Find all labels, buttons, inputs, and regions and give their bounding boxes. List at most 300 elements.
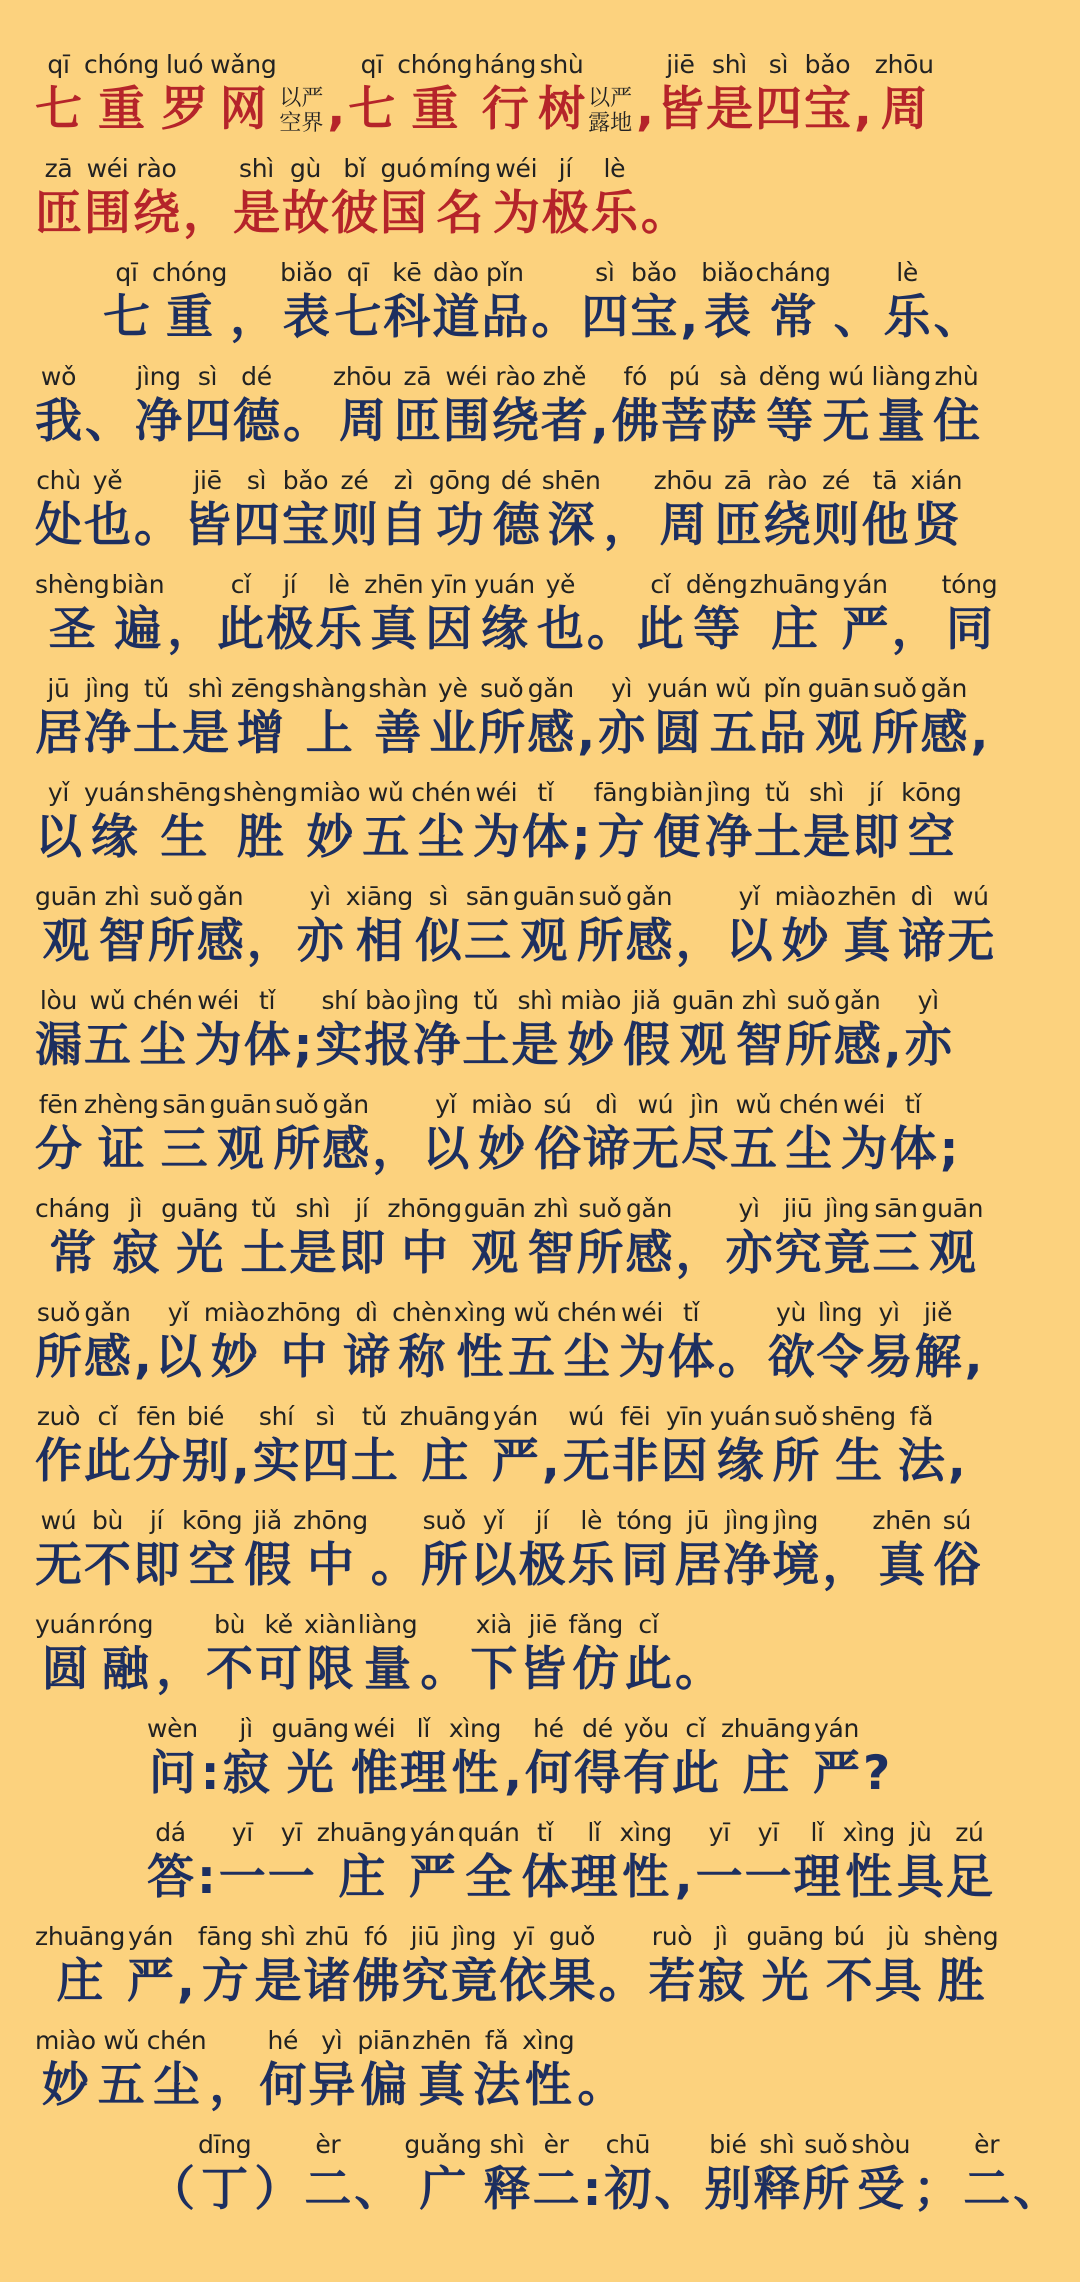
pinyin: kē	[392, 258, 422, 287]
text-line	[34, 556, 1050, 660]
text-line	[34, 2012, 1050, 2116]
pinyin: dì	[910, 882, 933, 911]
punctuation: ,	[177, 1954, 195, 2009]
hanzi: 土	[240, 1226, 288, 1281]
pinyin: jìng	[85, 674, 130, 703]
pinyin: guǒ	[548, 1922, 596, 1951]
hanzi: 易	[865, 1330, 913, 1385]
pinyin-character	[300, 778, 361, 868]
hanzi: 表	[703, 290, 751, 345]
pinyin: yì	[878, 1298, 900, 1327]
hanzi: 处	[35, 498, 82, 553]
pinyin-character	[253, 1402, 300, 1492]
pinyin-character	[443, 362, 490, 452]
hanzi: 净	[135, 394, 182, 449]
pinyin: bù	[91, 1506, 124, 1535]
hanzi: 故	[282, 186, 329, 241]
hanzi: 庄	[742, 1746, 790, 1801]
pinyin-character	[112, 1194, 159, 1284]
pinyin-character	[429, 154, 491, 244]
hanzi: 五	[507, 1330, 555, 1385]
hanzi: 周	[659, 498, 707, 553]
hanzi: 五	[362, 810, 410, 865]
pinyin-character	[873, 1194, 920, 1284]
hanzi: 亦	[598, 706, 646, 761]
pinyin-character	[723, 1506, 770, 1596]
punctuation: ）	[254, 2162, 302, 2217]
hanzi: 以	[725, 914, 773, 969]
pinyin-character	[915, 1298, 962, 1388]
pinyin: bù	[214, 1610, 246, 1639]
pinyin-character	[583, 1090, 630, 1180]
pinyin: lǐ	[587, 1818, 601, 1847]
hanzi: 二	[304, 2162, 352, 2217]
pinyin: suǒ	[804, 2130, 848, 2159]
pinyin-character	[747, 1922, 824, 2012]
hanzi: 观	[679, 1018, 727, 1073]
pinyin: jì	[239, 1714, 253, 1743]
pinyin: lǐ	[810, 1818, 824, 1847]
pinyin: jí	[355, 1194, 369, 1223]
pinyin-character	[533, 2130, 580, 2220]
hanzi: 居	[674, 1538, 722, 1593]
pinyin-character	[715, 466, 762, 556]
pinyin-character	[454, 1298, 506, 1388]
hanzi: 作	[35, 1434, 82, 1489]
hanzi: 无	[822, 394, 870, 449]
pinyin-character	[302, 1402, 349, 1492]
hanzi: 似	[414, 914, 462, 969]
pinyin-character	[404, 2130, 481, 2220]
hanzi: 则	[812, 498, 860, 553]
hanzi: 居	[35, 706, 82, 761]
hanzi: 惟	[350, 1746, 398, 1801]
pinyin: shì	[517, 986, 553, 1015]
pinyin: zhě	[542, 362, 587, 391]
pinyin-character	[451, 1922, 498, 2012]
hanzi: 三	[160, 1122, 208, 1177]
hanzi: 围	[442, 394, 490, 449]
hanzi: 功	[436, 498, 484, 553]
pinyin: yán	[128, 1922, 174, 1951]
punctuation: 。	[640, 186, 688, 241]
text-line	[34, 244, 1050, 348]
hanzi: 中	[280, 1330, 328, 1385]
pinyin-character	[612, 1402, 659, 1492]
hanzi: 等	[693, 602, 741, 657]
hanzi: 周	[880, 82, 928, 137]
pinyin-character	[84, 50, 159, 140]
hanzi: 寂	[222, 1746, 270, 1801]
pinyin-character	[764, 466, 811, 556]
pinyin: biàn	[111, 570, 165, 599]
pinyin-character	[473, 778, 520, 868]
hanzi: 所	[576, 914, 624, 969]
pinyin-character	[357, 2026, 410, 2116]
hanzi: 品	[481, 290, 529, 345]
hanzi: 道	[432, 290, 480, 345]
pinyin-character	[772, 1506, 819, 1596]
pinyin: xìng	[522, 2026, 575, 2055]
hanzi: 圆	[41, 1642, 89, 1697]
punctuation: ，	[209, 2058, 257, 2113]
pinyin-character	[358, 1610, 417, 1700]
hanzi: 为	[840, 1122, 888, 1177]
text-line	[34, 868, 1050, 972]
pinyin-character	[282, 154, 329, 244]
punctuation: ;	[571, 810, 591, 865]
hanzi: 亦	[296, 914, 344, 969]
hanzi: 亦	[904, 1018, 952, 1073]
pinyin-character	[133, 1506, 180, 1596]
pinyin-character	[333, 362, 392, 452]
pinyin: pǐn	[763, 674, 802, 703]
hanzi: 严	[813, 1746, 860, 1801]
pinyin-character	[380, 154, 427, 244]
pinyin: guān	[463, 1194, 526, 1223]
pinyin: yǒu	[623, 1714, 669, 1743]
pinyin-character	[297, 882, 344, 972]
pinyin: guān	[35, 882, 97, 911]
pinyin-character	[35, 986, 82, 1076]
hanzi: 分	[133, 1434, 180, 1489]
pinyin-character	[542, 154, 589, 244]
pinyin: sān	[465, 882, 510, 911]
pinyin-character	[898, 1402, 945, 1492]
hanzi: 庄	[771, 602, 819, 657]
pinyin-character	[84, 674, 131, 764]
hanzi: 四	[184, 394, 231, 449]
hanzi: 真	[878, 1538, 926, 1593]
pinyin: shēn	[541, 466, 601, 495]
hanzi: 得	[573, 1746, 621, 1801]
hanzi: 自	[380, 498, 427, 553]
pinyin: yī	[512, 1922, 534, 1951]
pinyin-character	[568, 1506, 615, 1596]
text-line	[34, 452, 1050, 556]
pinyin-character	[898, 882, 945, 972]
hanzi: 光	[176, 1226, 224, 1281]
pinyin: fēi	[620, 1402, 651, 1431]
pinyin-character	[35, 1298, 82, 1388]
pinyin: wéi	[86, 154, 129, 183]
pinyin: xiàn	[304, 1610, 356, 1639]
pinyin-character	[654, 466, 713, 556]
punctuation: ,	[577, 706, 596, 761]
pinyin-character	[768, 1298, 815, 1388]
hanzi: 因	[425, 602, 473, 657]
pinyin: bié	[709, 2130, 747, 2159]
hanzi: 是	[289, 1226, 337, 1281]
pinyin: yù	[776, 1298, 807, 1327]
hanzi: 净	[84, 706, 131, 761]
pinyin: shì	[295, 1194, 331, 1223]
hanzi: 二	[963, 2162, 1011, 2217]
hanzi: 限	[306, 1642, 354, 1697]
pinyin-character	[626, 1194, 673, 1284]
pinyin-character	[837, 882, 896, 972]
hanzi: 所	[871, 706, 919, 761]
pinyin-character	[315, 570, 362, 660]
pinyin: jiǎ	[632, 986, 661, 1015]
pinyin-character	[210, 1090, 272, 1180]
pinyin-character	[195, 986, 242, 1076]
pinyin-character	[273, 1090, 320, 1180]
pinyin: chén	[133, 986, 193, 1015]
hanzi: 圆	[653, 706, 701, 761]
hanzi: 业	[429, 706, 477, 761]
pinyin: pǐn	[485, 258, 524, 287]
pinyin: fǎng	[568, 1610, 623, 1639]
pinyin: wǔ	[735, 1090, 772, 1119]
pinyin: zhèng	[84, 1090, 159, 1119]
pinyin: chèn	[392, 1298, 452, 1327]
pinyin: zhì	[741, 986, 777, 1015]
hanzi: 此	[84, 1434, 131, 1489]
annotation-line: 空界	[279, 111, 324, 136]
pinyin: hé	[267, 2026, 299, 2055]
pinyin: guān	[672, 986, 734, 1015]
hanzi: 境	[772, 1538, 820, 1593]
hanzi: 谛	[898, 914, 946, 969]
pinyin-character	[824, 1194, 871, 1284]
pinyin-character	[84, 1402, 131, 1492]
hanzi: 国	[380, 186, 427, 241]
pinyin: jí	[535, 1506, 549, 1535]
pinyin-character	[244, 986, 291, 1076]
pinyin: zì	[393, 466, 414, 495]
pinyin: shí	[258, 1402, 294, 1431]
pinyin: qī	[360, 50, 383, 79]
punctuation: ；	[913, 2162, 961, 2217]
pinyin-character	[808, 674, 870, 764]
hanzi: 智	[527, 1226, 575, 1281]
hanzi: 法	[473, 2058, 521, 2113]
pinyin: shù	[539, 50, 584, 79]
hanzi: 中	[307, 1538, 355, 1593]
pinyin-character	[351, 1714, 398, 1804]
pinyin: gù	[289, 154, 322, 183]
pinyin-character	[802, 2130, 849, 2220]
pinyin: shēng	[821, 1402, 896, 1431]
pinyin: tǔ	[765, 778, 791, 807]
pinyin-character	[696, 1818, 743, 1908]
pinyin: qī	[47, 50, 70, 79]
hanzi: 竟	[450, 1954, 498, 2009]
hanzi: 土	[754, 810, 802, 865]
hanzi: 实	[252, 1434, 300, 1489]
punctuation: ，	[167, 602, 215, 657]
pinyin-character	[322, 1090, 369, 1180]
hanzi: 证	[97, 1122, 145, 1177]
pinyin-character	[577, 1194, 624, 1284]
punctuation: 。	[717, 1330, 765, 1385]
pinyin-character	[942, 570, 998, 660]
pinyin: jū	[47, 674, 70, 703]
pinyin-character	[625, 1610, 672, 1700]
text-line	[34, 1388, 1050, 1492]
hanzi: 等	[766, 394, 814, 449]
pinyin-character	[210, 50, 276, 140]
punctuation: :	[197, 1850, 216, 1905]
pinyin-character	[841, 1090, 888, 1180]
pinyin: sì	[246, 466, 267, 495]
pinyin-character	[35, 50, 82, 140]
hanzi: 何	[259, 2058, 307, 2113]
pinyin: wǔ	[715, 674, 752, 703]
hanzi: 依	[499, 1954, 547, 2009]
pinyin: zhōu	[333, 362, 392, 391]
hanzi: 匝	[35, 186, 82, 241]
pinyin: yuán	[709, 1402, 771, 1431]
pinyin-character	[182, 1506, 242, 1596]
pinyin-character	[701, 258, 753, 348]
hanzi: 缘	[481, 602, 529, 657]
pinyin: yǐ	[47, 778, 70, 807]
hanzi: 匝	[714, 498, 762, 553]
pinyin: yán	[492, 1402, 538, 1431]
pinyin: dé	[582, 1714, 613, 1743]
pinyin-character	[522, 778, 569, 868]
pinyin: suǒ	[422, 1506, 466, 1535]
hanzi: 也	[536, 602, 584, 657]
pinyin: zhōng	[293, 1506, 368, 1535]
hanzi: 一	[267, 1850, 315, 1905]
pinyin: xìng	[842, 1818, 895, 1847]
hanzi: 品	[758, 706, 806, 761]
pinyin-character	[98, 1610, 154, 1700]
pinyin: bú	[833, 1922, 865, 1951]
hanzi: 胜	[937, 1954, 985, 2009]
punctuation: ,	[504, 1746, 522, 1801]
pinyin: guāng	[271, 1714, 349, 1743]
pinyin-character	[632, 1090, 679, 1180]
pinyin-character	[474, 570, 535, 660]
pinyin: èr	[315, 2130, 341, 2159]
punctuation: 。	[370, 1538, 418, 1593]
pinyin: dào	[433, 258, 479, 287]
pinyin-character	[745, 1818, 792, 1908]
pinyin-character	[84, 1506, 131, 1596]
hanzi: 所	[784, 1018, 832, 1073]
hanzi: 缘	[716, 1434, 764, 1489]
hanzi: 竟	[823, 1226, 871, 1281]
pinyin: fēn	[136, 1402, 177, 1431]
hanzi: 性	[845, 1850, 893, 1905]
pinyin-character	[804, 50, 851, 140]
pinyin-character	[710, 362, 757, 452]
pinyin-character	[184, 362, 231, 452]
hanzi: 释	[483, 2162, 531, 2217]
pinyin-character	[304, 2130, 351, 2220]
hanzi: 为	[472, 810, 520, 865]
pinyin: wú	[953, 882, 989, 911]
hanzi: 寂	[697, 1954, 745, 2009]
pinyin-character	[197, 882, 244, 972]
pinyin: wú	[568, 1402, 605, 1431]
hanzi: 初	[604, 2162, 652, 2217]
pinyin-character	[351, 1402, 398, 1492]
pinyin-character	[522, 2026, 574, 2116]
pinyin: xìng	[448, 1714, 502, 1743]
pinyin: suǒ	[36, 1298, 81, 1327]
pinyin: lòu	[39, 986, 78, 1015]
hanzi: 量	[877, 394, 925, 449]
pinyin-character	[206, 1610, 253, 1700]
hanzi: 庄	[56, 1954, 104, 2009]
pinyin: liàng	[871, 362, 931, 391]
pinyin: yuán	[474, 570, 535, 599]
pinyin: biǎo	[701, 258, 754, 287]
hanzi: 皆	[519, 1642, 567, 1697]
pinyin: zhuāng	[399, 1402, 490, 1431]
pinyin: yī	[231, 1818, 253, 1847]
hanzi: 体	[243, 1018, 291, 1073]
pinyin-character	[630, 258, 677, 348]
punctuation: 。	[598, 1954, 646, 2009]
hanzi: 尘	[417, 810, 465, 865]
pinyin: shàng	[292, 674, 367, 703]
pinyin: pú	[668, 362, 700, 391]
pinyin-character	[779, 1090, 839, 1180]
pinyin-character	[411, 778, 471, 868]
hanzi: 妙	[478, 1122, 526, 1177]
pinyin: yì	[917, 986, 939, 1015]
pinyin: cǐ	[230, 570, 251, 599]
pinyin: tǔ	[361, 1402, 387, 1431]
pinyin-character	[522, 1818, 569, 1908]
pinyin: wéi	[843, 1090, 886, 1119]
text-line	[34, 1700, 1050, 1804]
hanzi: 全	[465, 1850, 513, 1905]
pinyin: děng	[758, 362, 821, 391]
pinyin: tǔ	[143, 674, 170, 703]
hanzi: 观	[520, 914, 568, 969]
hanzi: 我	[35, 394, 82, 449]
hanzi: 圣	[48, 602, 96, 657]
pinyin: zé	[822, 466, 850, 495]
pinyin: wǒ	[40, 362, 77, 391]
punctuation: ?	[863, 1746, 891, 1801]
punctuation: ,	[680, 290, 699, 345]
pinyin-character	[152, 258, 227, 348]
pinyin: fó	[623, 362, 648, 391]
pinyin-character	[135, 362, 182, 452]
pinyin-character	[362, 778, 409, 868]
hanzi: 所	[420, 1538, 468, 1593]
pinyin: xìng	[453, 1298, 506, 1327]
pinyin: dì	[595, 1090, 618, 1119]
pinyin: wéi	[353, 1714, 396, 1743]
hanzi: 光	[286, 1746, 334, 1801]
pinyin: jì	[714, 1922, 728, 1951]
text-line	[34, 764, 1050, 868]
hanzi: 受	[857, 2162, 905, 2217]
pinyin-character	[392, 1298, 452, 1388]
pinyin-character	[617, 1506, 673, 1596]
hanzi: 为	[194, 1018, 242, 1073]
hanzi: 萨	[709, 394, 757, 449]
pinyin: jìng	[451, 1922, 497, 1951]
pinyin: wǔ	[103, 2026, 140, 2055]
pinyin-character	[282, 466, 329, 556]
pinyin-character	[493, 154, 540, 244]
pinyin: jiě	[923, 1298, 953, 1327]
pinyin-character	[591, 154, 638, 244]
pinyin-character	[920, 674, 967, 764]
hanzi: 光	[761, 1954, 809, 2009]
pinyin: chóng	[397, 50, 473, 79]
